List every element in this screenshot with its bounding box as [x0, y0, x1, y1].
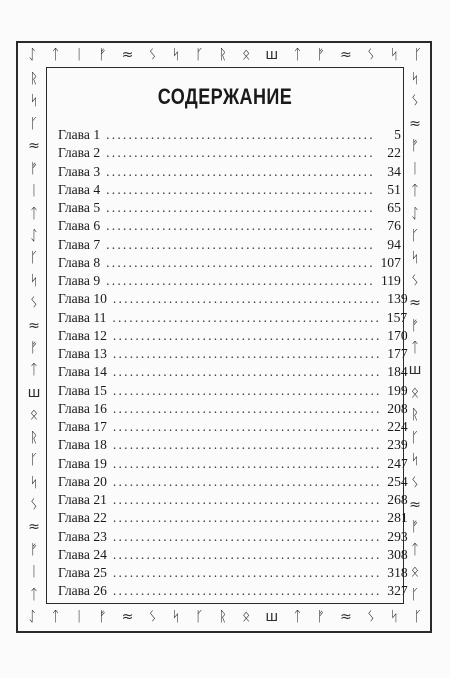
page-number: 34 — [387, 163, 401, 179]
rune-glyph: ш — [265, 609, 279, 625]
rune-glyph: ᚴ — [195, 47, 204, 63]
rune-glyph: ᚴ — [29, 452, 39, 469]
rune-glyph: ᛊ — [148, 47, 157, 63]
chapter-label: Глава 9 — [58, 273, 101, 288]
chapter-label: Глава 15 — [58, 382, 107, 398]
rune-glyph: ≈ — [121, 47, 134, 63]
rune-glyph: ≈ — [409, 295, 421, 312]
toc-row — [58, 218, 401, 236]
chapter-label: Глава 13 — [58, 346, 107, 361]
rune-glyph: ᛏ — [293, 609, 302, 625]
chapter-label: Глава 3 — [58, 163, 101, 179]
rune-glyph: ш — [408, 362, 422, 379]
rune-glyph: ≈ — [121, 609, 134, 625]
rune-glyph: ᛟ — [410, 564, 420, 581]
rune-glyph: ᚠ — [98, 47, 107, 63]
page-number: 94 — [387, 236, 401, 252]
rune-glyph: ᚠ — [410, 138, 420, 155]
rune-glyph: ≈ — [409, 115, 421, 132]
page-number: 107 — [380, 254, 401, 270]
page-number: 139 — [387, 291, 408, 307]
toc-row — [58, 181, 401, 200]
rune-glyph: ᚴ — [410, 586, 420, 603]
rune-glyph: ᛊ — [366, 47, 376, 63]
rune-glyph: ᚠ — [316, 609, 326, 625]
dot-leader: ................................................ — [106, 181, 375, 197]
toc-row — [58, 163, 401, 182]
toc-row — [58, 346, 408, 364]
dot-leader: ................................................ — [106, 127, 375, 142]
dot-leader: ................................................ — [112, 510, 382, 526]
rune-glyph: ᛁ — [74, 609, 84, 625]
chapter-label: Глава 18 — [58, 437, 107, 453]
rune-glyph: ᛋ — [171, 47, 181, 63]
chapter-label: Глава 25 — [58, 565, 107, 580]
toc-row — [58, 437, 408, 455]
rune-border-left — [24, 72, 44, 602]
rune-glyph: ᛋ — [390, 609, 399, 625]
rune-glyph: ≈ — [28, 519, 40, 536]
page-number: 51 — [387, 181, 401, 197]
dot-leader: ................................................ — [112, 455, 382, 471]
toc-row — [58, 565, 408, 583]
page-number: 5 — [394, 127, 401, 142]
page-number: 247 — [387, 455, 408, 471]
rune-glyph: ᛏ — [51, 609, 60, 625]
rune-glyph: ᛏ — [293, 47, 302, 63]
chapter-label: Глава 8 — [58, 254, 101, 270]
rune-glyph: ᛋ — [29, 474, 39, 491]
rune-glyph: ᚴ — [413, 47, 422, 63]
chapter-label: Глава 11 — [58, 309, 107, 325]
rune-glyph: ᛊ — [410, 93, 420, 110]
page-number: 293 — [387, 528, 408, 544]
chapter-label: Глава 26 — [58, 583, 107, 599]
rune-glyph: ᛁ — [29, 564, 39, 581]
rune-glyph: ᛋ — [410, 71, 420, 87]
page-number: 184 — [387, 364, 408, 380]
toc-row — [58, 473, 408, 492]
rune-glyph: ᚴ — [29, 250, 39, 267]
toc-row — [58, 546, 408, 565]
page-number: 254 — [387, 473, 408, 489]
rune-glyph: ᛊ — [410, 474, 420, 491]
page-number: 281 — [387, 510, 408, 526]
table-of-contents — [58, 127, 408, 602]
toc-row — [58, 583, 408, 601]
rune-glyph: ᚱ — [218, 609, 227, 625]
toc-row — [58, 236, 401, 255]
chapter-label: Глава 4 — [58, 181, 101, 197]
rune-glyph: ᛊ — [29, 295, 39, 312]
chapter-label: Глава 17 — [58, 419, 107, 434]
page-number: 76 — [387, 218, 401, 234]
rune-glyph: ᛋ — [410, 250, 420, 267]
toc-row — [58, 273, 401, 291]
rune-glyph: ᛋ — [29, 93, 39, 110]
page-number: 170 — [387, 327, 408, 343]
rune-glyph: ≈ — [340, 609, 352, 625]
rune-glyph: ᛏ — [410, 541, 420, 558]
toc-row — [58, 327, 408, 346]
dot-leader: ................................................ — [106, 163, 375, 179]
rune-glyph: ᛏ — [29, 205, 39, 222]
rune-glyph: ᚠ — [29, 541, 39, 558]
rune-glyph: ≈ — [409, 497, 421, 514]
rune-glyph: ᛏ — [410, 183, 420, 200]
dot-leader: ................................................ — [112, 364, 382, 380]
rune-glyph: ш — [27, 384, 41, 401]
rune-glyph: ᛋ — [171, 609, 181, 625]
rune-glyph: ᛋ — [29, 272, 39, 289]
rune-glyph: ᛊ — [29, 497, 39, 514]
toc-row — [58, 291, 408, 309]
toc-row — [58, 455, 408, 474]
rune-glyph: ᛟ — [410, 384, 420, 401]
page-number: 308 — [387, 546, 408, 562]
chapter-label: Глава 10 — [58, 291, 107, 307]
page-number: 157 — [386, 309, 408, 325]
chapter-label: Глава 2 — [58, 145, 101, 161]
rune-glyph: ᛋ — [390, 47, 399, 63]
page-number: 65 — [387, 200, 401, 215]
rune-glyph: ᛟ — [241, 609, 251, 625]
chapter-label: Глава 22 — [58, 510, 107, 526]
rune-glyph: ᛁ — [74, 47, 84, 63]
dot-leader: ................................................ — [112, 327, 382, 343]
rune-glyph: ᚠ — [410, 519, 420, 536]
dot-leader: ................................................ — [112, 565, 382, 580]
rune-glyph: ≈ — [28, 317, 40, 334]
page-number: 22 — [387, 145, 401, 161]
rune-glyph: ᛏ — [51, 47, 60, 63]
toc-row — [58, 364, 408, 382]
page-number: 327 — [387, 583, 408, 599]
rune-border-right — [405, 72, 425, 602]
toc-row — [58, 200, 401, 218]
rune-glyph: ᚴ — [410, 227, 420, 244]
dot-leader: ................................................ — [112, 492, 382, 507]
dot-leader: ................................................ — [112, 583, 382, 599]
dot-leader: ................................................ — [106, 236, 375, 252]
toc-row — [58, 419, 408, 437]
page-title: СОДЕРЖАНИЕ — [157, 84, 293, 109]
page-number: 268 — [387, 492, 408, 507]
rune-glyph: ᛏ — [410, 340, 420, 357]
rune-glyph: ᛇ — [28, 609, 37, 625]
chapter-label: Глава 6 — [58, 218, 101, 234]
chapter-label: Глава 16 — [58, 400, 107, 416]
toc-row — [58, 492, 408, 510]
rune-glyph: ᚱ — [29, 429, 39, 446]
rune-glyph: ≈ — [340, 47, 352, 63]
rune-glyph: ᛇ — [410, 205, 420, 222]
rune-glyph: ᛊ — [410, 272, 420, 289]
page-number: 208 — [387, 400, 408, 416]
dot-leader: ................................................ — [112, 473, 382, 489]
page-number: 239 — [387, 437, 408, 453]
dot-leader: ................................................ — [112, 382, 382, 398]
toc-row — [58, 309, 408, 328]
rune-glyph: ᛟ — [241, 47, 251, 63]
dot-leader: ................................................ — [112, 346, 382, 361]
dot-leader: ................................................ — [106, 200, 375, 215]
dot-leader: ................................................ — [106, 273, 375, 288]
toc-row — [58, 127, 401, 145]
rune-glyph: ᚴ — [413, 609, 422, 625]
rune-glyph: ᚠ — [29, 160, 39, 177]
toc-row — [58, 528, 408, 547]
rune-glyph: ᛊ — [366, 609, 376, 625]
rune-glyph: ᛇ — [28, 47, 37, 63]
rune-glyph: ᚱ — [29, 71, 39, 87]
dot-leader: ................................................ — [112, 291, 382, 307]
chapter-label: Глава 5 — [58, 200, 101, 215]
page-number: 199 — [387, 382, 408, 398]
dot-leader: ................................................ — [112, 528, 382, 544]
chapter-label: Глава 7 — [58, 236, 101, 252]
dot-leader: ................................................ — [106, 218, 375, 234]
rune-glyph: ᛏ — [29, 362, 39, 379]
dot-leader: ................................................ — [112, 400, 382, 416]
toc-row — [58, 382, 408, 401]
chapter-label: Глава 23 — [58, 528, 107, 544]
page-number: 318 — [387, 565, 408, 580]
dot-leader: ................................................ — [112, 309, 382, 325]
page-number: 224 — [387, 419, 408, 434]
rune-glyph: ᚱ — [218, 47, 227, 63]
dot-leader: ................................................ — [106, 254, 375, 270]
chapter-label: Глава 12 — [58, 327, 107, 343]
rune-glyph: ᚠ — [316, 47, 326, 63]
rune-glyph: ᛟ — [29, 407, 39, 424]
rune-glyph: ш — [265, 47, 279, 63]
page-number: 119 — [380, 273, 401, 288]
toc-row — [58, 400, 408, 419]
dot-leader: ................................................ — [112, 419, 382, 434]
dot-leader: ................................................ — [112, 437, 382, 453]
chapter-label: Глава 21 — [58, 492, 107, 507]
rune-glyph: ᚴ — [195, 609, 204, 625]
rune-border-bottom — [28, 610, 422, 624]
chapter-label: Глава 24 — [58, 546, 107, 562]
toc-row — [58, 510, 408, 528]
toc-row — [58, 254, 401, 273]
rune-glyph: ᛊ — [148, 609, 157, 625]
rune-glyph: ᚴ — [29, 115, 39, 132]
dot-leader: ................................................ — [112, 546, 382, 562]
dot-leader: ................................................ — [106, 145, 375, 161]
rune-glyph: ᚠ — [29, 340, 39, 357]
page-number: 177 — [387, 346, 408, 361]
chapter-label: Глава 19 — [58, 455, 107, 471]
rune-glyph: ᚠ — [410, 317, 420, 334]
rune-glyph: ᚱ — [410, 407, 420, 424]
rune-glyph: ᚴ — [410, 429, 420, 446]
rune-glyph: ᛏ — [29, 586, 39, 603]
rune-glyph: ᛋ — [410, 452, 420, 469]
rune-glyph: ᛁ — [29, 183, 39, 200]
toc-row — [58, 145, 401, 163]
rune-glyph: ᛁ — [410, 160, 420, 177]
rune-border-top — [28, 48, 422, 62]
chapter-label: Глава 1 — [58, 127, 101, 142]
chapter-label: Глава 14 — [58, 364, 107, 380]
rune-glyph: ᛇ — [29, 227, 39, 244]
rune-glyph: ᚠ — [98, 609, 107, 625]
chapter-label: Глава 20 — [58, 473, 107, 489]
rune-glyph: ≈ — [28, 138, 40, 155]
